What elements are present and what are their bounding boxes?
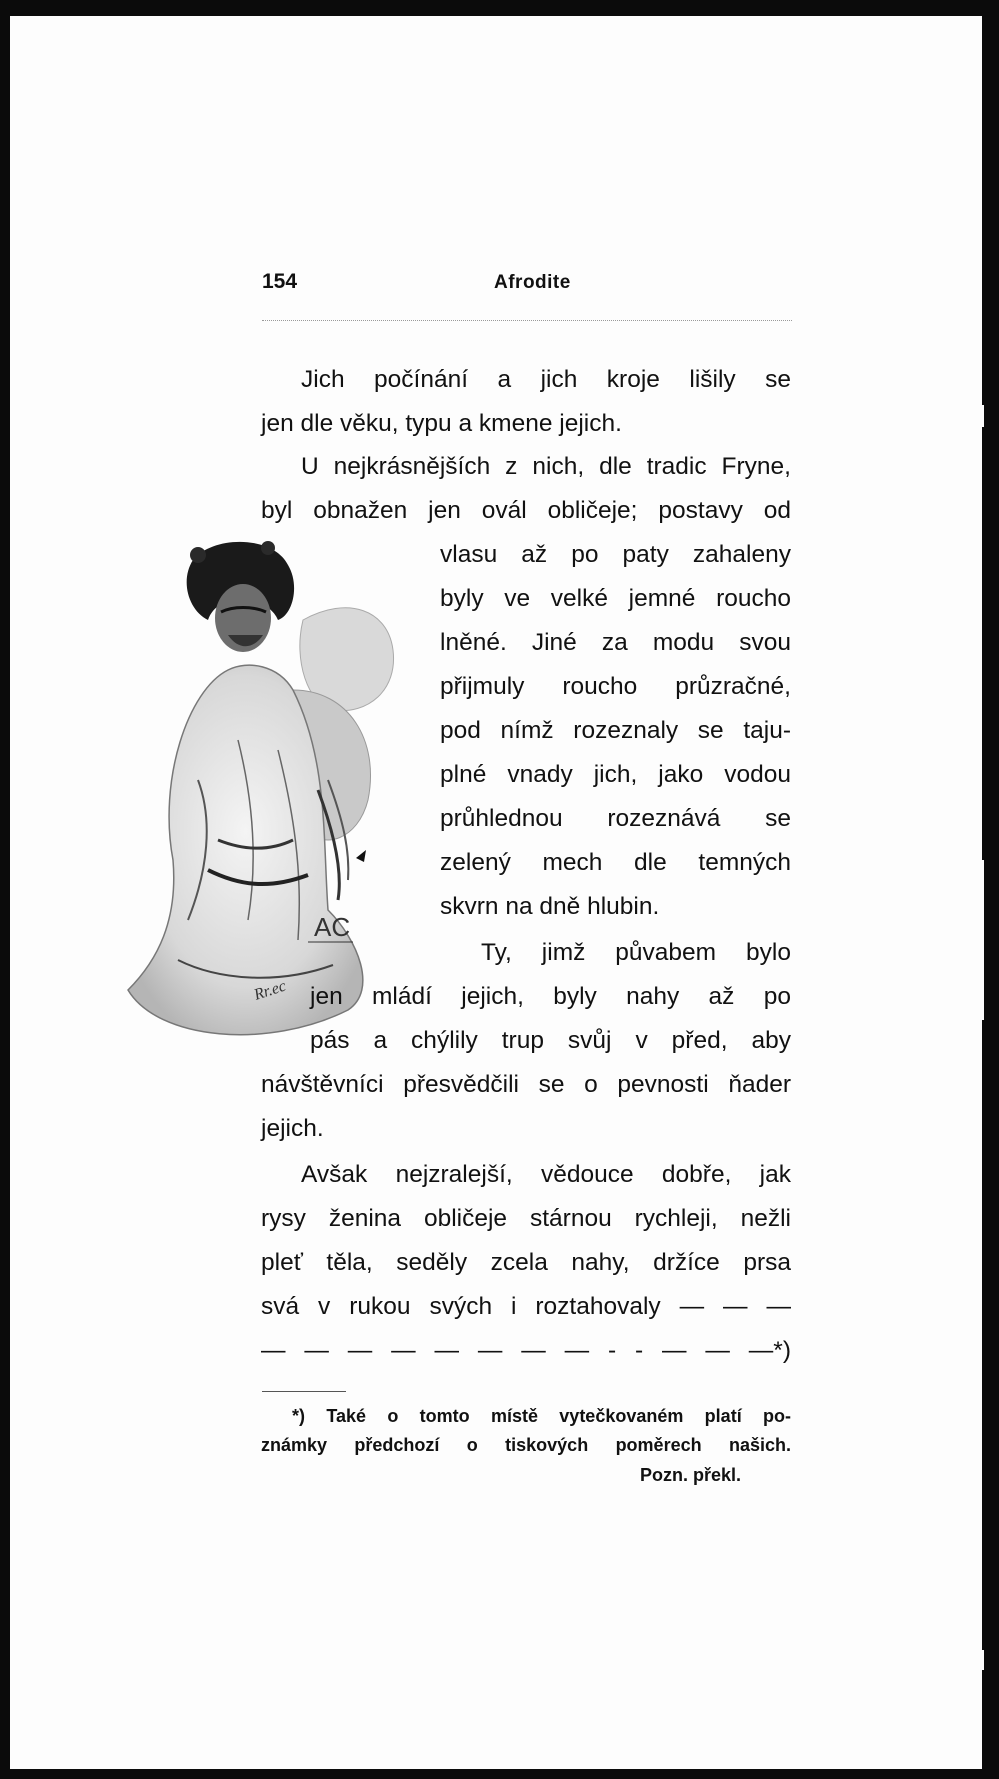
illustration-monogram: AC <box>314 912 351 942</box>
text-line: rysy ženina obličeje stárnou rychleji, nežli <box>261 1205 791 1232</box>
edge-mark <box>972 405 984 427</box>
text-line: jejich. <box>261 1115 324 1142</box>
edge-mark <box>972 1650 984 1670</box>
text-line: pod nímž rozeznaly se taju- <box>440 717 791 744</box>
text-line: Ty, jimž půvabem bylo <box>481 939 791 966</box>
text-line: pleť těla, seděly zcela nahy, držíce prsa <box>261 1249 791 1276</box>
footnote-rule <box>262 1391 346 1392</box>
text-line: lněné. Jiné za modu svou <box>440 629 791 656</box>
text-line: U nejkrásnějších z nich, dle tradic Fryne, <box>301 453 791 480</box>
text-line: skvrn na dně hlubin. <box>440 893 660 920</box>
header-rule <box>262 320 792 321</box>
text-line: Avšak nejzralejší, vědouce dobře, jak <box>301 1161 791 1188</box>
text-line: přijmuly roucho průzračné, <box>440 673 791 700</box>
illustration-signature: Rr.ec <box>251 977 289 1004</box>
text-line: zelený mech dle temných <box>440 849 791 876</box>
text-line: — — — — — — — — - - — — —*) <box>261 1337 791 1364</box>
text-line: byly ve velké jemné roucho <box>440 585 791 612</box>
text-line: pás a chýlily trup svůj v před, aby <box>310 1027 791 1054</box>
text-line: návštěvníci přesvědčili se o pevnosti ňader <box>261 1071 791 1098</box>
text-line: jen dle věku, typu a kmene jejich. <box>261 410 622 437</box>
footnote-signature: Pozn. překl. <box>640 1465 742 1485</box>
text-line: vlasu až po paty zahaleny <box>440 541 791 568</box>
text-line: průhlednou rozeznává se <box>440 805 791 832</box>
running-head <box>262 270 792 300</box>
footnote-line: známky předchozí o tiskových poměrech našich. <box>261 1435 791 1455</box>
page-number: 154 <box>262 270 298 293</box>
running-title: Afrodite <box>494 272 571 293</box>
text-line: jen mládí jejich, byly nahy až po <box>310 983 791 1010</box>
text-line: Jich počínání a jich kroje lišily se <box>301 366 791 393</box>
page-edge <box>982 16 999 1769</box>
text-line: svá v rukou svých i roztahovaly — — — <box>261 1293 791 1320</box>
text-line: plné vnady jich, jako vodou <box>440 761 791 788</box>
text-line: byl obnažen jen ovál obličeje; postavy od <box>261 497 791 524</box>
footnote-line: *) Také o tomto místě vytečkovaném platí po- <box>292 1406 791 1426</box>
edge-mark <box>972 860 984 1020</box>
